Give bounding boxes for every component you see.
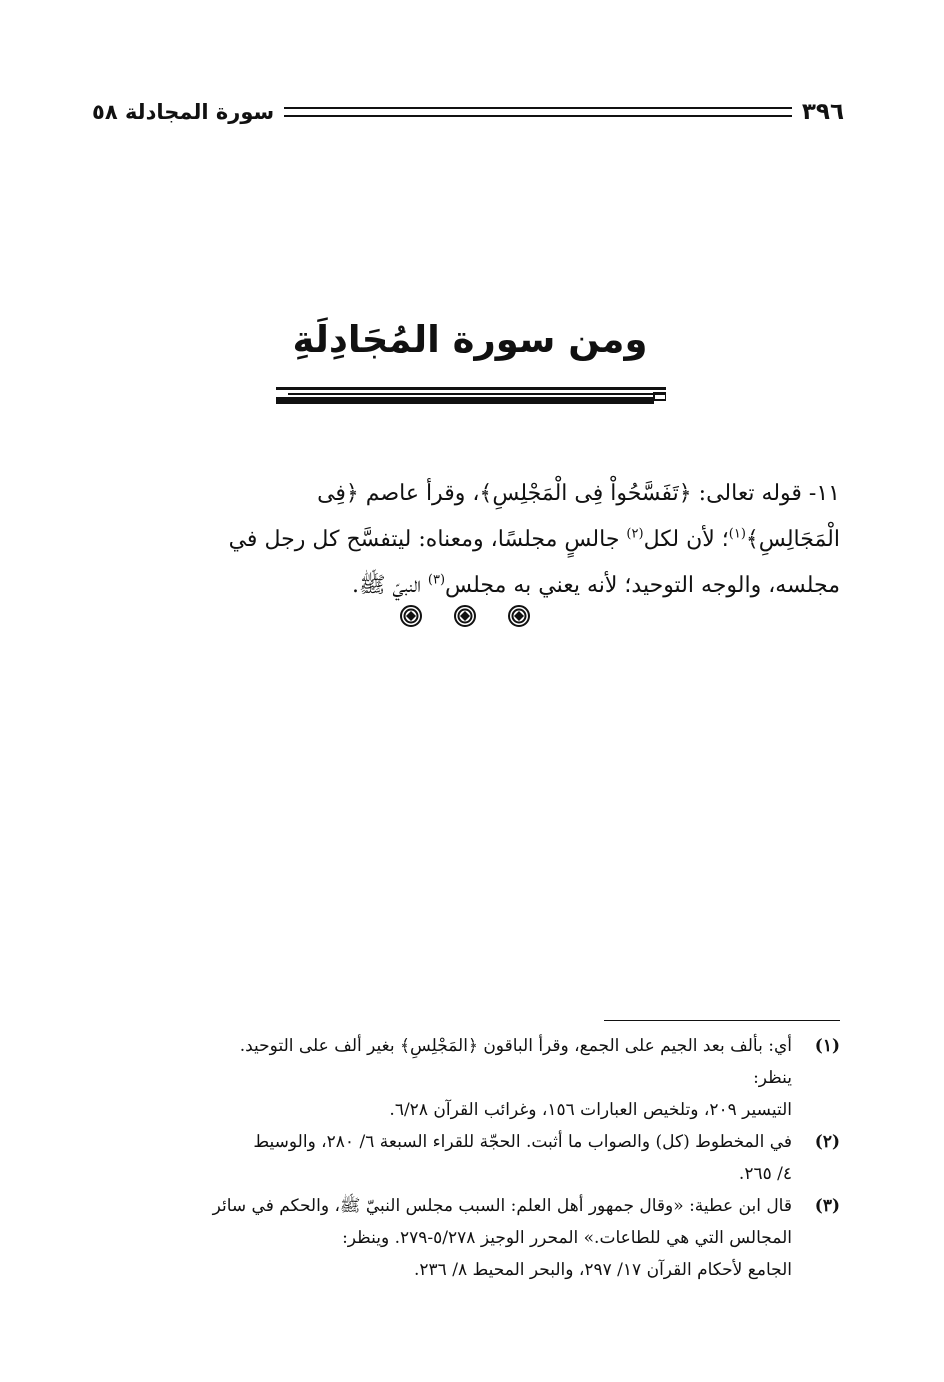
footnote-3 xyxy=(88,1190,840,1286)
text-run: ؛ لأن لكل xyxy=(643,527,729,552)
footnote-line: ٤/ ٢٦٥. xyxy=(738,1164,792,1184)
text-run: جالسٍ مجلسًا، ومعناه: ليتفسَّح كل رجل في xyxy=(228,527,627,552)
main-text xyxy=(90,471,840,609)
ornament-icon xyxy=(400,605,422,627)
footnote-ref: (٢) xyxy=(626,526,644,542)
footnote-number: (٢) xyxy=(814,1132,840,1152)
text-run: النبيّ ﷺ. xyxy=(351,573,428,598)
page-number: ٣٩٦ xyxy=(801,99,844,125)
surah-header: سورة المجادلة ٥٨ xyxy=(92,100,275,124)
footnote-line: ينظر: xyxy=(753,1068,792,1088)
header-rule xyxy=(284,107,792,117)
footnote-line: في المخطوط (كل) والصواب ما أثبت. الحجّة للقراء السبعة ٦/ ٢٨٠، والوسيط xyxy=(253,1132,792,1152)
title-ornament xyxy=(276,387,666,407)
footnote-text xyxy=(88,1126,792,1190)
text-run: مجلسه، والوجه التوحيد؛ لأنه يعني به مجلس xyxy=(445,573,840,598)
footnote-line: قال ابن عطية: «وقال جمهور أهل العلم: السبب مجلس النبيّ ﷺ، والحكم في سائر xyxy=(212,1196,792,1216)
footnote-number: (٣) xyxy=(814,1196,840,1216)
text-run: الْمَجَالِسِ﴾ xyxy=(745,527,840,552)
chapter-title: ومن سورة المُجَادِلَةِ xyxy=(292,318,648,361)
ornament-icon xyxy=(508,605,530,627)
footnote-2 xyxy=(88,1126,840,1190)
footnote-text xyxy=(88,1190,792,1286)
main-paragraph xyxy=(90,471,840,609)
footnote-line: التيسير ٢٠٩، وتلخيص العبارات ١٥٦، وغرائب القرآن ٦/٢٨. xyxy=(389,1100,792,1120)
footnote-separator xyxy=(604,1020,840,1021)
footnote-ref: (١) xyxy=(728,526,746,542)
section-end-ornaments xyxy=(400,605,530,631)
running-header xyxy=(92,96,844,128)
footnote-ref: (٣) xyxy=(427,572,446,588)
ornament-icon xyxy=(454,605,476,627)
text-run: ١١- قوله تعالى: ﴿تَفَسَّحُواْ فِى الْمَجْلِسِ﴾، وقرأ عاصم ﴿فِى xyxy=(317,481,840,506)
footnote-line: الجامع لأحكام القرآن ١٧/ ٢٩٧، والبحر المحيط ٨/ ٢٣٦. xyxy=(414,1260,792,1280)
footnote-text xyxy=(88,1030,792,1126)
footnote-1 xyxy=(88,1030,840,1126)
footnote-number: (١) xyxy=(814,1036,840,1056)
footnote-line: أي: بألف بعد الجيم على الجمع، وقرأ الباقون ﴿المَجْلِسِ﴾ بغير ألف على التوحيد. xyxy=(239,1036,792,1056)
footnote-line: المجالس التي هي للطاعات.» المحرر الوجيز ٥/٢٧٨-٢٧٩. وينظر: xyxy=(342,1228,792,1248)
footnotes xyxy=(88,1030,840,1286)
